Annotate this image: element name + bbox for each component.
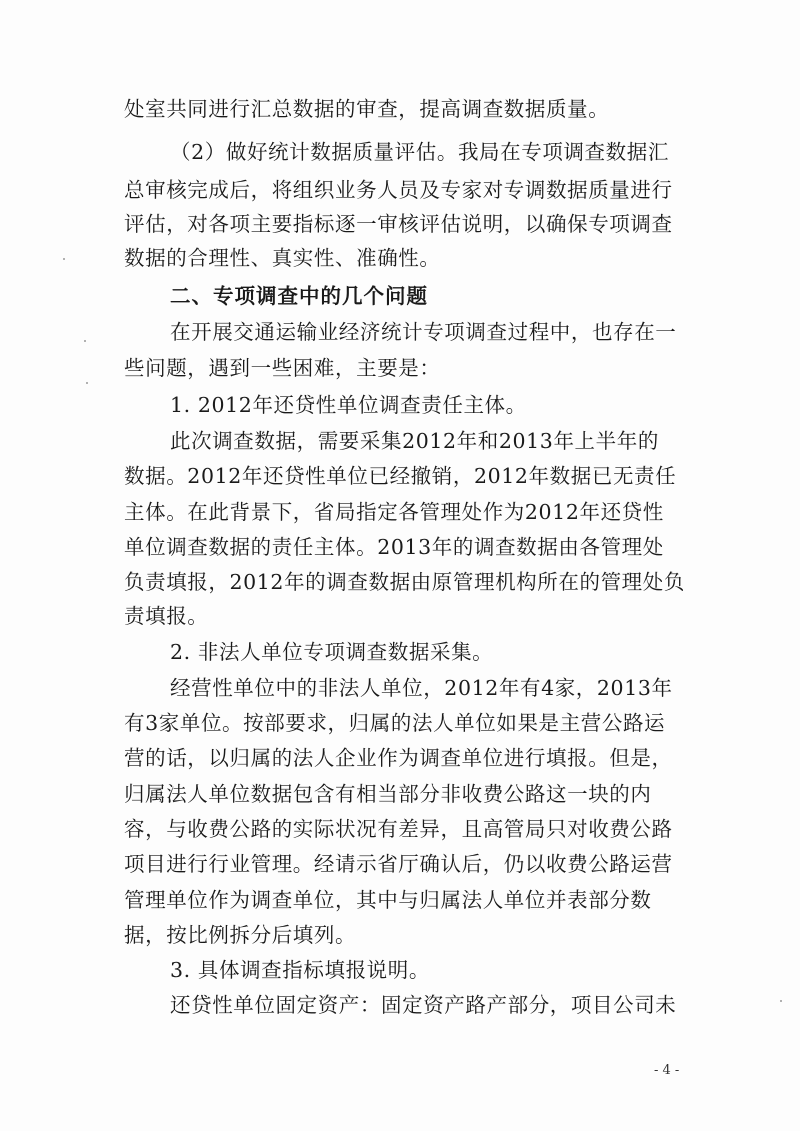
- subheading: 3. 具体调查指标填报说明。: [170, 958, 430, 982]
- paragraph-line: 单位调查数据的责任主体。2013年的调查数据由各管理处: [124, 535, 664, 559]
- paragraph-line: 主体。在此背景下，省局指定各管理处作为2012年还贷性: [124, 500, 664, 524]
- paragraph-line: 容，与收费公路的实际状况有差异，且高管局只对收费公路: [124, 817, 673, 841]
- paragraph-line: 数据的合理性、真实性、准确性。: [124, 246, 441, 270]
- paragraph-line: 归属法人单位数据包含有相当部分非收费公路这一块的内: [124, 782, 652, 806]
- scan-speck: [780, 1000, 782, 1002]
- paragraph-line: 营的话，以归属的法人企业作为调查单位进行填报。但是，: [124, 746, 673, 770]
- scan-speck: [86, 382, 88, 384]
- scan-speck: [63, 258, 65, 260]
- paragraph-line: （2）做好统计数据质量评估。我局在专项调查数据汇: [170, 140, 669, 164]
- subheading: 1. 2012年还贷性单位调查责任主体。: [170, 393, 527, 417]
- paragraph-line: 有3家单位。按部要求，归属的法人单位如果是主营公路运: [124, 711, 666, 735]
- paragraph-line: 项目进行行业管理。经请示省厅确认后，仍以收费公路运营: [124, 852, 673, 876]
- paragraph-line: 些问题，遇到一些困难，主要是：: [124, 356, 441, 380]
- paragraph-line: 处室共同进行汇总数据的审查，提高调查数据质量。: [124, 97, 610, 121]
- paragraph-line: 此次调查数据，需要采集2012年和2013年上半年的: [170, 429, 659, 453]
- section-heading: 二、专项调查中的几个问题: [170, 284, 428, 308]
- paragraph-line: 管理单位作为调查单位，其中与归属法人单位并表部分数: [124, 888, 652, 912]
- paragraph-line: 评估，对各项主要指标逐一审核评估说明，以确保专项调查: [124, 212, 673, 236]
- page-number: - 4 -: [654, 1063, 680, 1078]
- paragraph-line: 在开展交通运输业经济统计专项调查过程中，也存在一: [170, 320, 677, 344]
- scan-speck: [84, 340, 86, 342]
- paragraph-line: 责填报。: [124, 604, 209, 628]
- paragraph-line: 据，按比例拆分后填列。: [124, 923, 357, 947]
- paragraph-line: 总审核完成后，将组织业务人员及专家对专调数据质量进行: [124, 178, 673, 202]
- paragraph-line: 负责填报，2012年的调查数据由原管理机构所在的管理处负: [124, 570, 685, 594]
- paragraph-line: 经营性单位中的非法人单位，2012年有4家，2013年: [170, 676, 673, 700]
- paragraph-line: 还贷性单位固定资产：固定资产路产部分，项目公司未: [170, 993, 677, 1017]
- subheading: 2. 非法人单位专项调查数据采集。: [170, 640, 494, 664]
- paragraph-line: 数据。2012年还贷性单位已经撤销，2012年数据已无责任: [124, 464, 677, 488]
